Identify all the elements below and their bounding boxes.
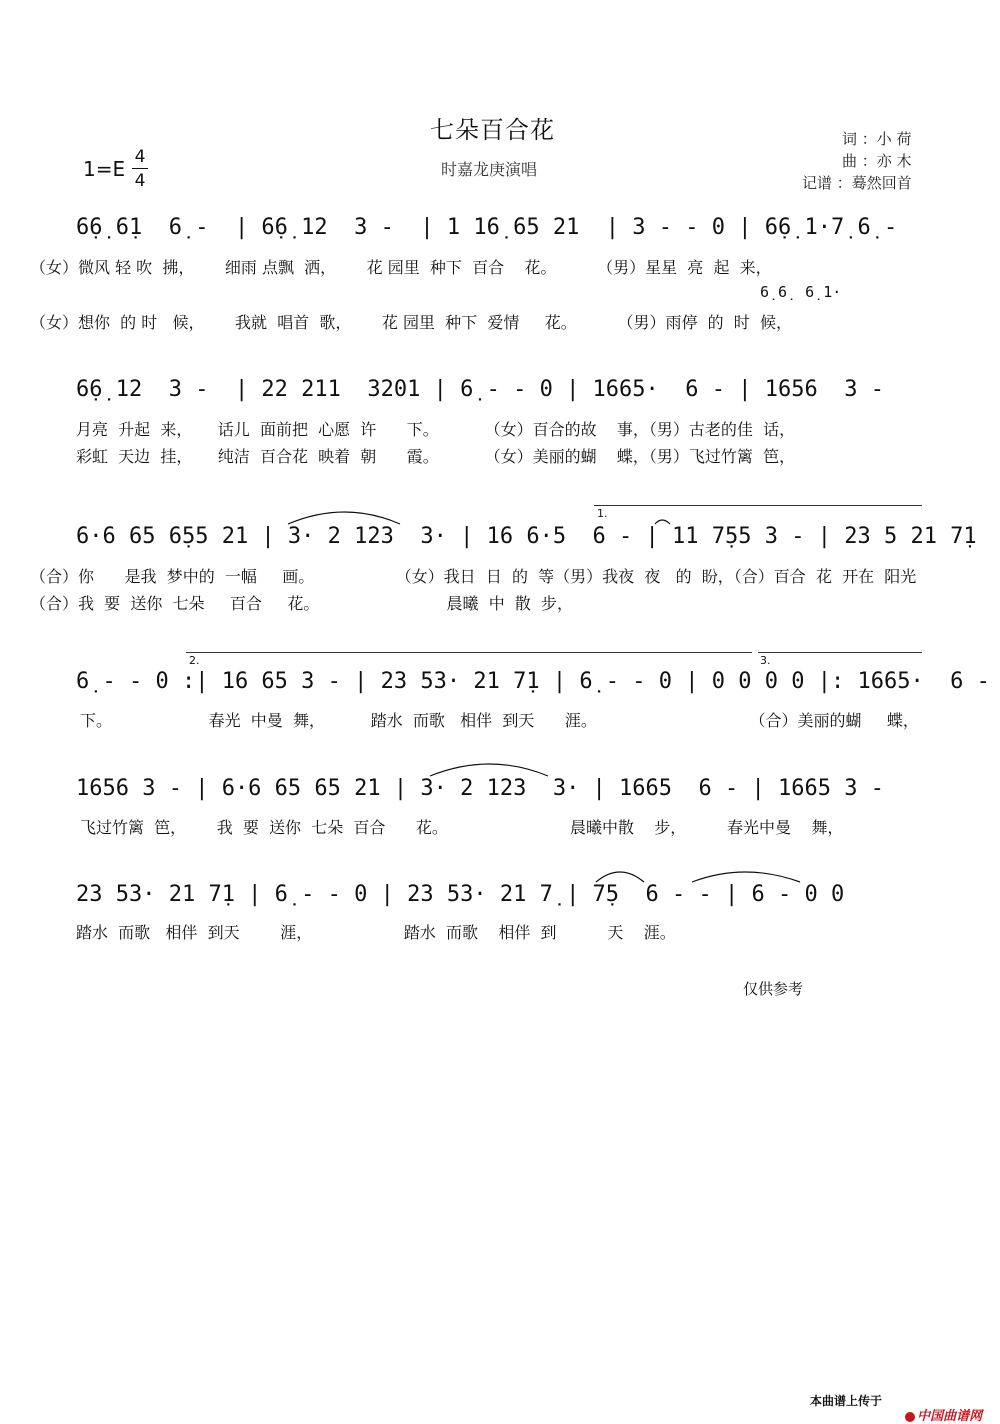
lyric-row-1-verse-1: （女）微风 轻 吹 拂， 细雨 点飘 洒， 花 园里 种下 百合 花。 （男）星星 亮 起 来， [30,258,772,277]
volta-label-2: 2. [189,654,200,667]
time-signature-divider [132,168,148,169]
reference-note: 仅供参考 [743,980,804,998]
notation-row-5: 1656 3 - | 6·6 65 65 21 | 3· 2 123 3· | 1665 6 - | 1665 3 - [76,776,884,801]
slur-row-6a [596,872,644,882]
lyric-row-3-verse-1: （合）你 是我 梦中的 一幅 画。 （女）我日 日 的 等（男）我夜 夜 的 盼，（合）百合 花 开在 阳光 [30,567,917,586]
notation-row-1: 6̣6̣ 6̣1 6̣ - | 6̣6̣ 12 3 - | 1 16̣ 65 21 | 3 - - 0 | 6̣6̣ 1·7̣ 6̣ - [76,215,898,240]
site-logo [896,1390,982,1424]
lyric-row-2-verse-2: 彩虹 天边 挂， 纯洁 百合花 映着 朝 霞。 （女）美丽的蝴 蝶，（男）飞过竹篱 笆， [76,447,796,466]
alt-notes-row-1: 6̣ 6̣ 6̣ 1· [760,283,842,301]
lyric-row-5: 飞过竹篱 笆， 我 要 送你 七朵 百合 花。 晨曦中散 步， 春光中曼 舞， [80,818,844,837]
lyric-row-4: 下。 春光 中曼 舞， 踏水 而歌 相伴 到天 涯。 （合）美丽的蝴 蝶， [80,711,919,730]
slur-row-3 [288,512,400,524]
lyric-row-2-verse-1: 月亮 升起 来， 话儿 面前把 心愿 许 下。 （女）百合的故 事，（男）古老的佳 话， [76,420,796,439]
key-signature: 1=E [83,157,126,181]
performer-subtitle: 时嘉龙庚演唱 [441,160,538,179]
volta-bracket-1 [594,505,922,506]
lyric-row-6: 踏水 而歌 相伴 到天 涯， 踏水 而歌 相伴 到 天 涯。 [76,923,676,942]
site-logo-icon [905,1412,915,1422]
transcriber-credit: 记谱 ：蓦然回首 [802,174,912,192]
lyricist-credit: 词 ：小 荷 [842,130,912,148]
volta-label-3: 3. [760,654,771,667]
notation-row-3: 6·6 65 6̣55 21 | 3· 2 123 3· | 16 6·5 6 - | 11 7̣55 3 - | 23 5 21 7̣1 [76,524,977,549]
volta-bracket-2 [186,652,752,653]
notation-row-4: 6̣ - - 0 :| 16 65 3 - | 23 53· 21 7̣1 | 6̣ - - 0 | 0 0 0 0 |: 1665· 6 - [76,669,990,694]
notation-row-6: 23 53· 21 7̣1 | 6̣ - - 0 | 23 53· 21 7̣ | 7̣5 6 - - | 6 - 0 0 [76,882,845,907]
slur-row-5 [430,764,548,776]
lyric-row-3-verse-2: （合）我 要 送你 七朵 百合 花。 晨曦 中 散 步， [30,594,574,613]
site-name: 中国曲谱网 [917,1409,983,1424]
slur-row-6b [692,872,800,882]
upload-credit: 本曲谱上传于 [810,1394,883,1408]
volta-bracket-3 [758,652,922,653]
time-signature-top: 4 [134,147,146,167]
lyric-row-1-verse-2: （女）想你 的 时 候， 我就 唱首 歌， 花 园里 种下 爱情 花。 （男）雨停 的 时 候， [30,313,792,332]
song-title: 七朵百合花 [430,116,555,144]
notation-row-2: 6̣6̣ 12 3 - | 22 211 3201 | 6̣ - - 0 | 1665· 6 - | 1656 3 - [76,377,884,402]
time-signature-bottom: 4 [134,171,146,191]
volta-label-1: 1. [597,507,608,520]
composer-credit: 曲 ：亦 木 [842,152,912,170]
